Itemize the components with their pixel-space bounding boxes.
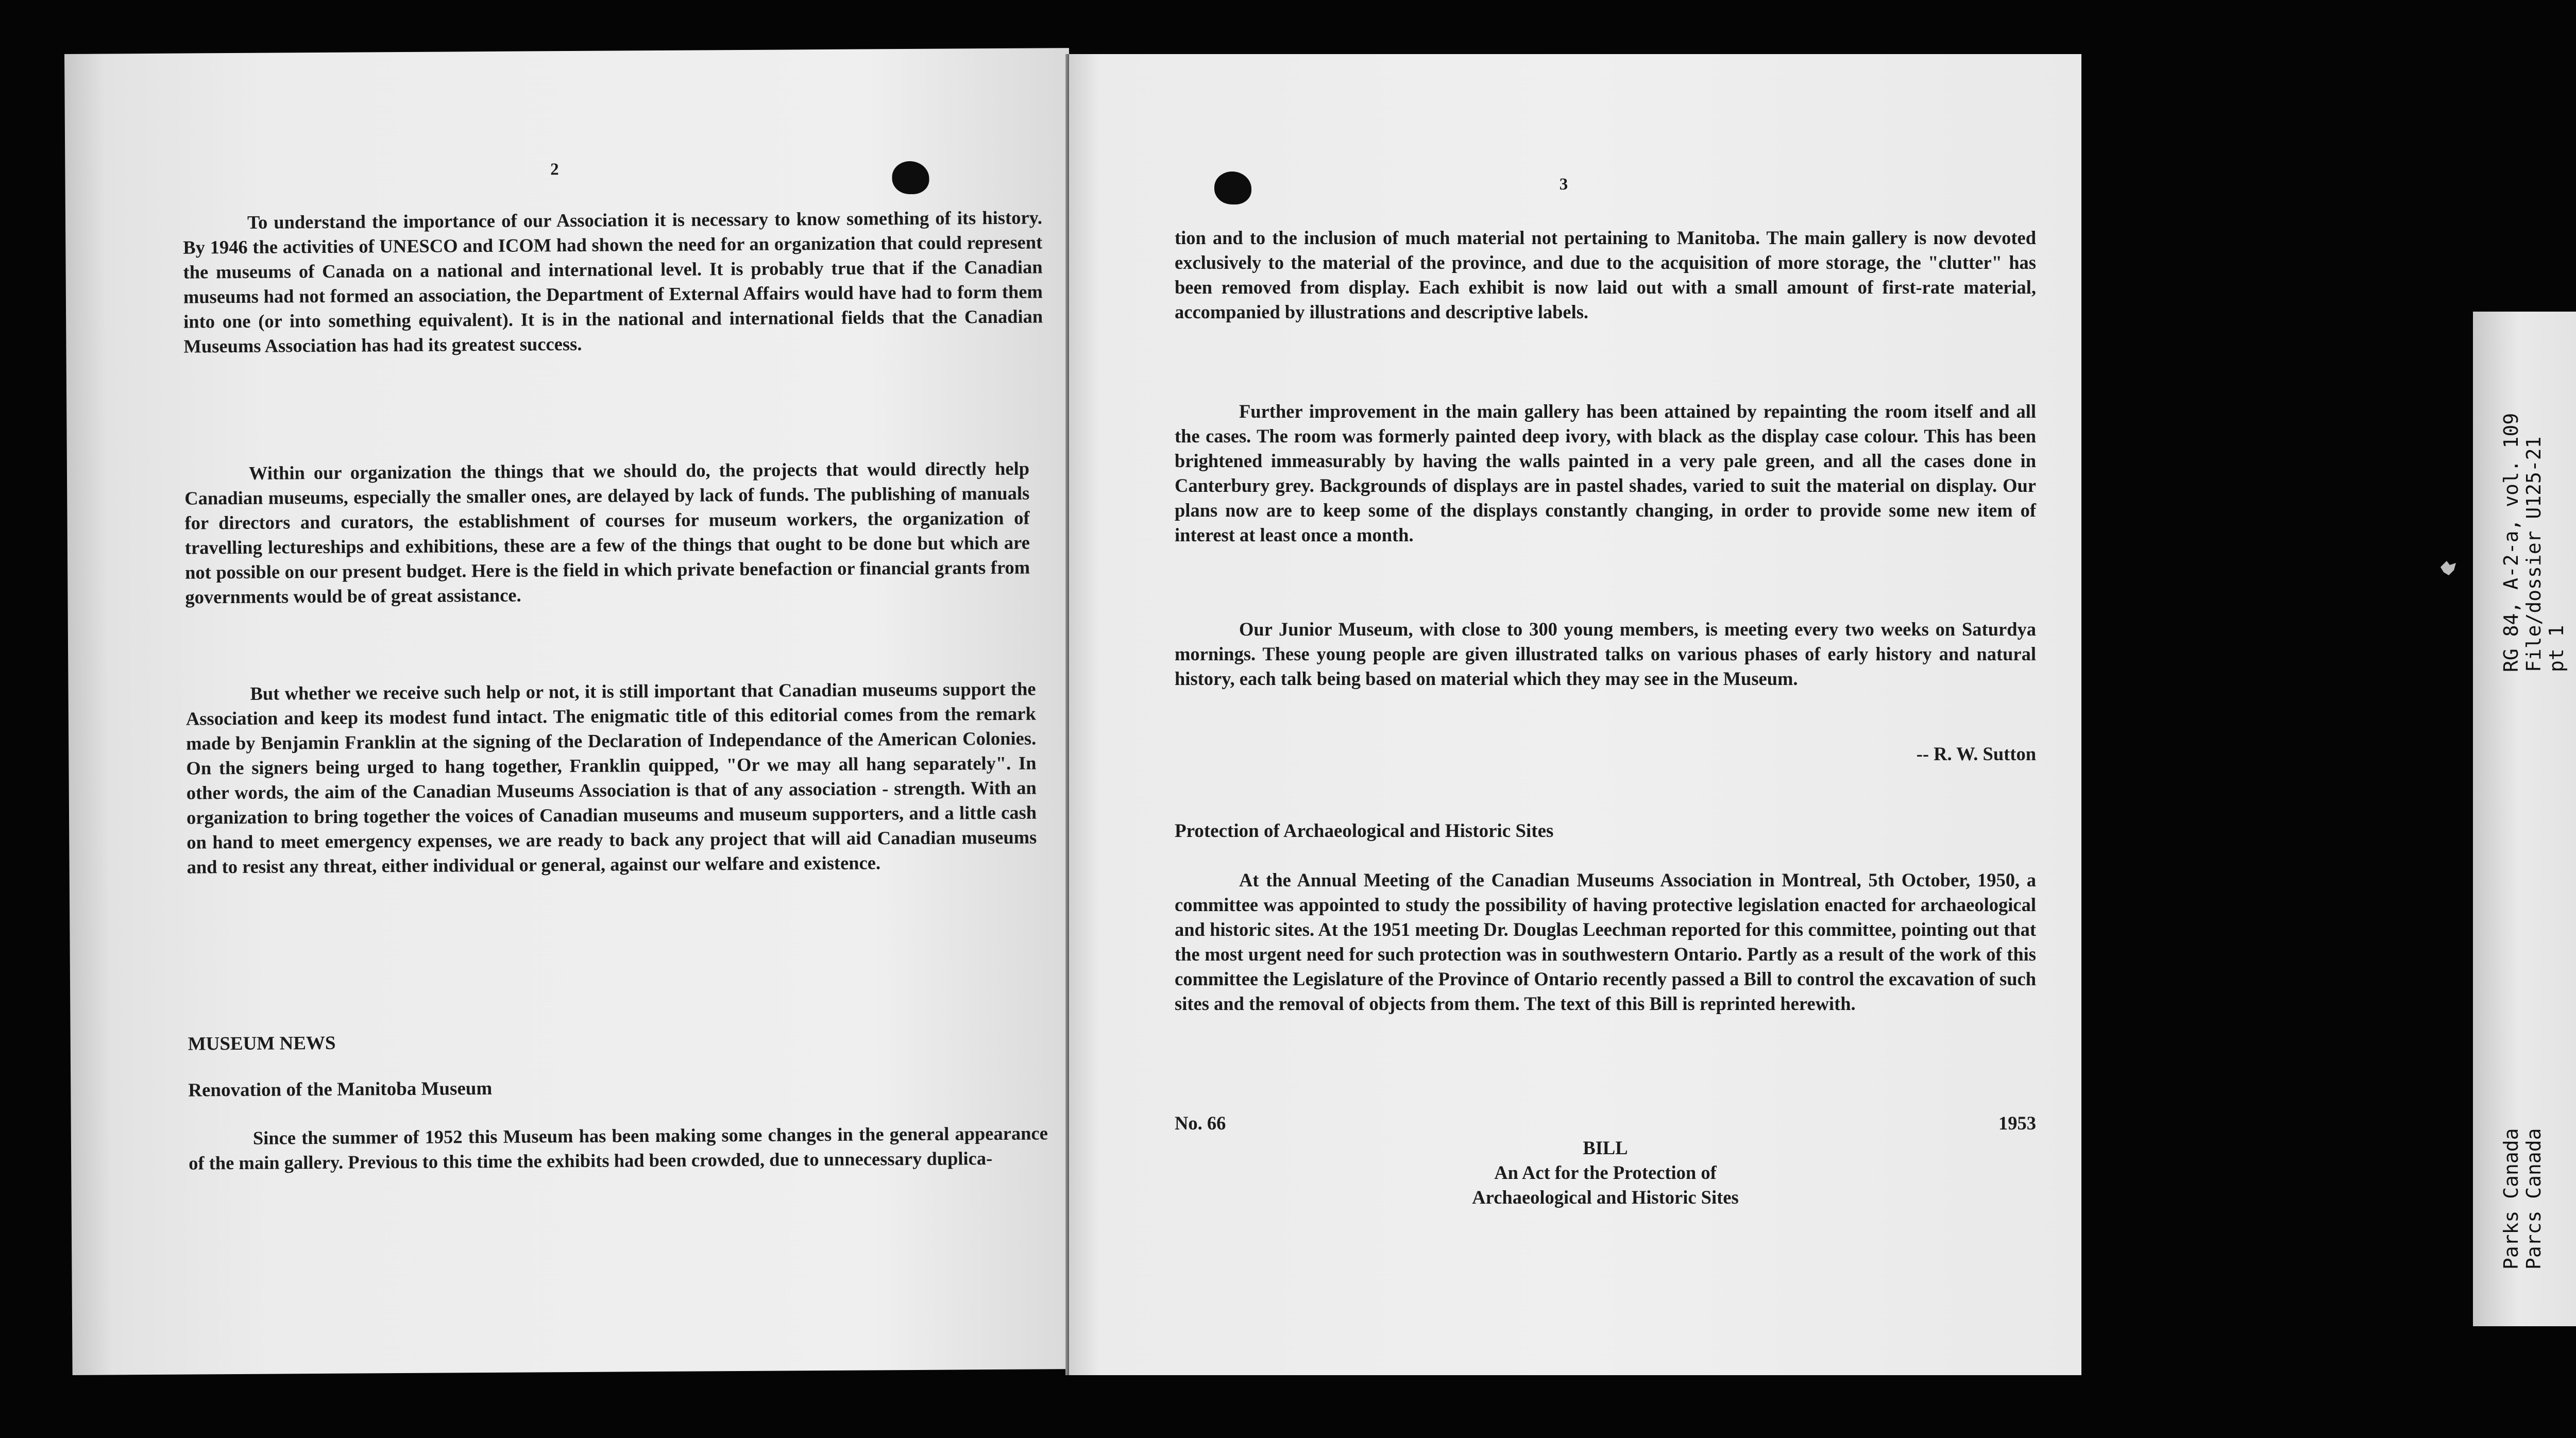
bill-title: BILL (1583, 1137, 1628, 1158)
paragraph-improvement: Further improvement in the main gallery has been attained by repainting the room itself and all the cases. The room was formerly painted deep ivory, with black as the display case colour. This has been brightened immeasurably by having the walls painted in a very pale green, and all the cases done in Canterbury grey. Backgrounds of displays are in pastel shades, varied to suit the material on display. Our plans now are to keep some of the displays constantly changing, in order to provide some new item of interest at least once a month. (1175, 401, 2036, 545)
paragraph-junior-museum: Our Junior Museum, with close to 300 young members, is meeting every two weeks on Saturdya mornings. These young people are given illustrated talks on various phases of early history and natural history, each talk being based on material which they may see in the Museum. (1175, 619, 2036, 689)
bill-subtitle-line1: An Act for the Protection of (1494, 1162, 1717, 1183)
left-page-body (182, 48, 1048, 1174)
bill-year: 1953 (1998, 1112, 2036, 1134)
agency-line-2: Parcs Canada (2522, 1128, 2545, 1270)
reference-line-3: pt 1 (2545, 625, 2568, 672)
paragraph-funds: Within our organization the things that we should do, the projects that would directly help Canadian museums, especially the smaller ones, are delayed by lack of funds. The publishing of manuals for directors and curators, the establishment of courses for museum workers, the organization of travelling lectureships and exhibitions, these are a few of the things that ought to be done but which are not possible on our present budget. Here is the field in which private benefaction or financial grants from governments would be of great assistance. (184, 457, 1030, 608)
signature: -- R. W. Sutton (1916, 743, 2036, 764)
paragraph-support: But whether we receive such help or not, it is still important that Canadian museums support the Association and keep its modest fund intact. The enigmatic title of this editorial comes from the remark made by Benjamin Franklin at the signing of the Declaration of Independance of the American Colonies. On the signers being urged to hang together, Franklin quipped, "Or we may all hang separately". In other words, the aim of the Canadian Museums Association is that of any association - strength. With an organization to bring together the voices of Canadian museums and museum supporters, and a little cash on hand to meet emergency expenses, we are ready to back any project that will aid Canadian museums and to resist any threat, either individual or general, against our welfare and existence. (185, 678, 1037, 878)
left-page (64, 48, 1077, 1375)
section-heading: Protection of Archaeological and Historic Sites (1175, 820, 1554, 842)
bill-number: No. 66 (1175, 1112, 1226, 1134)
reference-line-2: File/dossier U125-21 (2522, 436, 2545, 672)
paragraph-history: To understand the importance of our Association it is necessary to know something of its history. By 1946 the activities of UNESCO and ICOM had shown the need for an organization that could represent the museums of Canada on a national and international level. It is probably true that if the Canadian museums had not formed an association, the Department of External Affairs would have had to form them into one (or into something equivalent). It is in the national and international fields that the Canadian Museums Association has had its greatest success. (183, 207, 1043, 357)
paragraph-renovation: Since the summer of 1952 this Museum has been making some changes in the general appearance of the main gallery. Previous to this time the exhibits had been crowded, due to unnecessary duplica- (189, 1122, 1048, 1174)
bill-header (1175, 1111, 2036, 1136)
section-heading: MUSEUM NEWS (188, 1032, 336, 1055)
right-page (1069, 54, 2081, 1375)
bill-subtitle-line2: Archaeological and Historic Sites (1472, 1187, 1739, 1208)
paragraph-continued: tion and to the inclusion of much material not pertaining to Manitoba. The main gallery is now devoted exclusively to the material of the province, and due to the acquisition of more storage, the "clutter" has been removed from display. Each exhibit is now laid out with a small amount of first-rate material, accompanied by illustrations and descriptive labels. (1175, 227, 2036, 322)
agency-line-1: Parks Canada (2500, 1128, 2522, 1270)
archive-reference-label (2473, 312, 2576, 1326)
ink-blot (1214, 172, 1251, 204)
debris-fleck (2438, 558, 2459, 578)
ink-blot (892, 161, 929, 194)
reference-line-1: RG 84, A-2-a, vol. 109 (2500, 413, 2522, 672)
page-number: 2 (550, 160, 559, 179)
subheading: Renovation of the Manitoba Museum (188, 1077, 493, 1101)
paragraph-protection: At the Annual Meeting of the Canadian Museums Association in Montreal, 5th October, 1950, a committee was appointed to study the possibility of having protective legislation enacted for archaeological and historic sites. At the 1951 meeting Dr. Douglas Leechman reported for this committee, pointing out that the most urgent need for such protection was in southwestern Ontario. Partly as a result of the work of this committee the Legislature of the Province of Ontario recently passed a Bill to control the excavation of such sites and the removal of objects from them. The text of this Bill is reprinted herewith. (1175, 869, 2036, 1014)
page-number: 3 (1559, 175, 1568, 194)
